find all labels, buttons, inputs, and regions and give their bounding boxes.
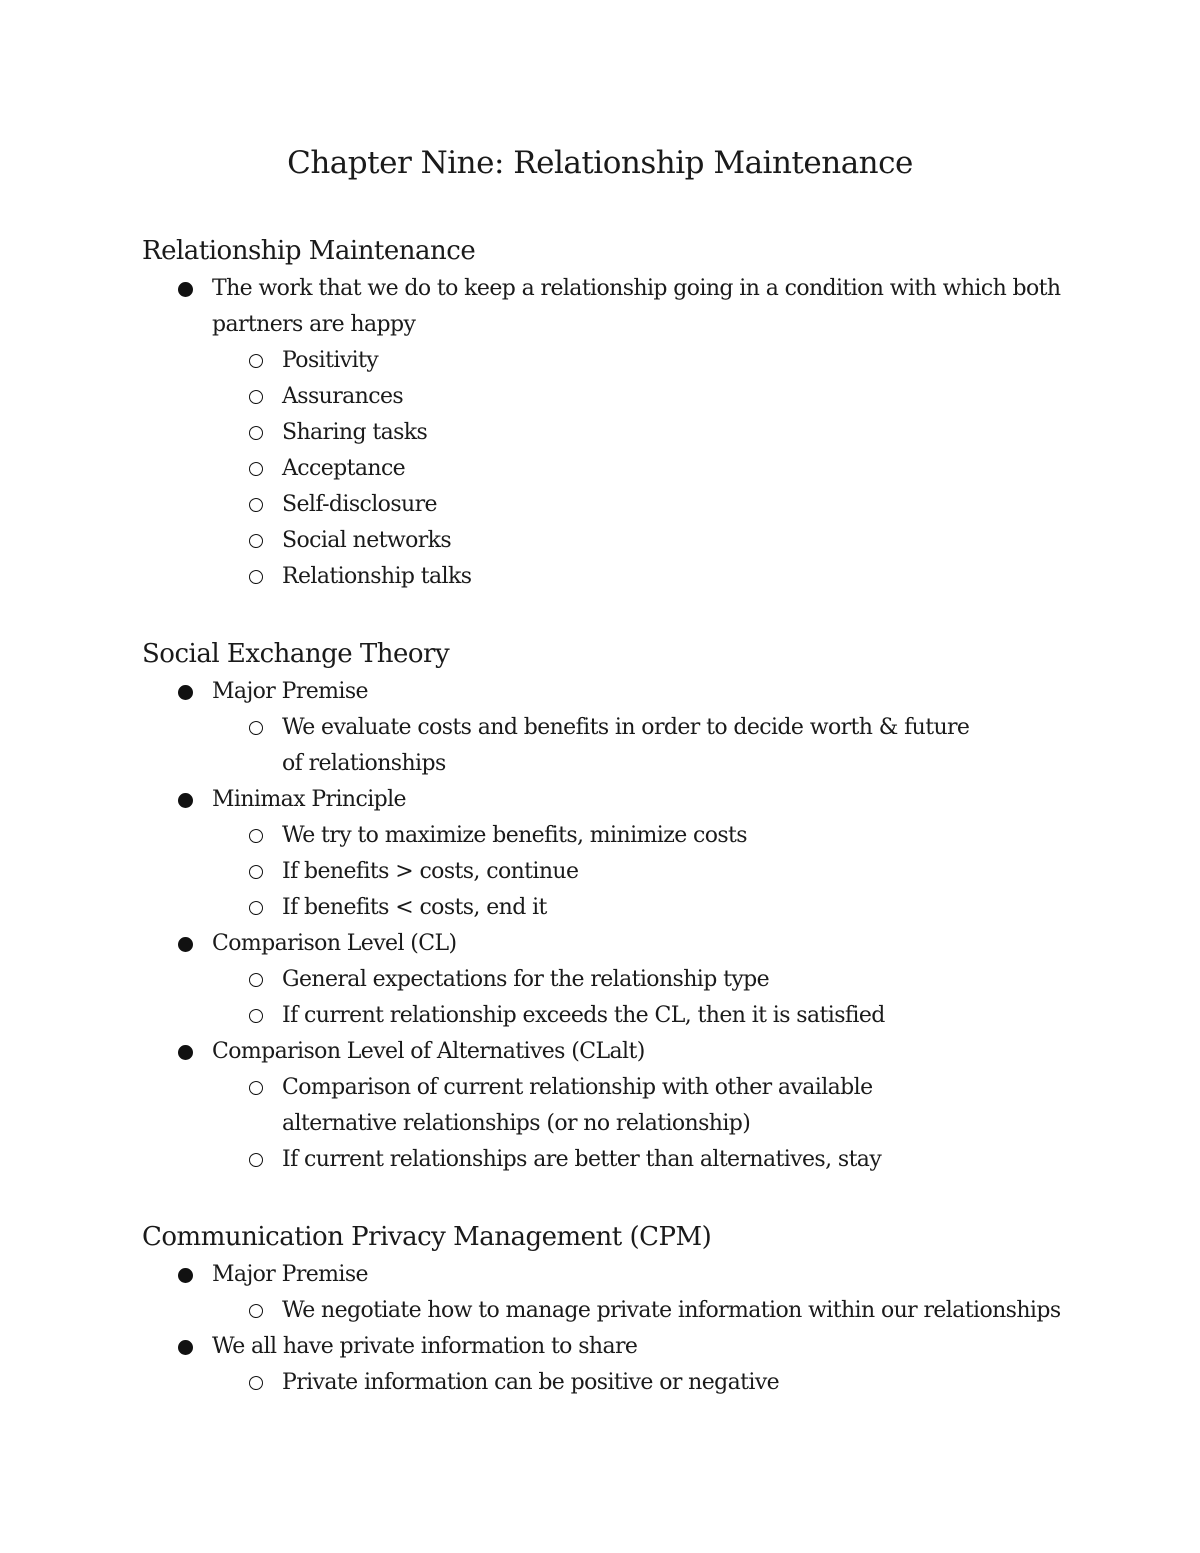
sub-list-item: If current relationship exceeds the CL, then it is satisfied <box>212 998 1102 1034</box>
filled-bullet-icon <box>178 793 193 808</box>
filled-bullet-icon <box>178 1045 193 1060</box>
hollow-bullet-icon <box>249 1153 263 1167</box>
filled-bullet-icon <box>178 1268 193 1283</box>
section-communication-privacy-management <box>142 1217 1102 1401</box>
sub-bullet-list <box>212 710 972 782</box>
hollow-bullet-icon <box>249 973 263 987</box>
list-item <box>142 1034 1102 1178</box>
section-heading: Communication Privacy Management (CPM) <box>142 1222 712 1252</box>
sub-list-item: If benefits < costs, end it <box>212 890 1102 926</box>
hollow-bullet-icon <box>249 1304 263 1318</box>
filled-bullet-icon <box>178 282 193 297</box>
sub-list-item: Private information can be positive or negative <box>212 1365 1102 1401</box>
bullet-list <box>142 674 1102 1178</box>
list-item-text: Major Premise <box>212 1262 368 1287</box>
sub-list-item: Relationship talks <box>212 559 1102 595</box>
filled-bullet-icon <box>178 685 193 700</box>
hollow-bullet-icon <box>249 570 263 584</box>
hollow-bullet-icon <box>249 426 263 440</box>
sub-list-item: If current relationships are better than alternatives, stay <box>212 1142 992 1178</box>
hollow-bullet-icon <box>249 1376 263 1390</box>
hollow-bullet-icon <box>249 901 263 915</box>
sub-bullet-list <box>212 1293 1102 1329</box>
sub-list-item: We negotiate how to manage private information within our relationships <box>212 1293 1102 1329</box>
section-heading: Social Exchange Theory <box>142 639 450 669</box>
list-item <box>142 1329 1102 1401</box>
page-title: Chapter Nine: Relationship Maintenance <box>287 145 913 181</box>
section-relationship-maintenance <box>142 231 1102 595</box>
sub-list-item: We evaluate costs and benefits in order to decide worth & future of relationships <box>212 710 972 782</box>
hollow-bullet-icon <box>249 1009 263 1023</box>
sub-list-item: Self-disclosure <box>212 487 1102 523</box>
sub-list-item: We try to maximize benefits, minimize costs <box>212 818 1102 854</box>
hollow-bullet-icon <box>249 865 263 879</box>
list-item <box>142 271 1102 595</box>
list-item-text: Minimax Principle <box>212 787 406 812</box>
sub-bullet-list <box>212 962 1102 1034</box>
hollow-bullet-icon <box>249 498 263 512</box>
filled-bullet-icon <box>178 937 193 952</box>
filled-bullet-icon <box>178 1340 193 1355</box>
sub-list-item: Social networks <box>212 523 1102 559</box>
list-item-text: Major Premise <box>212 679 368 704</box>
bullet-list <box>142 271 1102 595</box>
list-item <box>142 674 1102 782</box>
sub-bullet-list <box>212 1070 992 1178</box>
list-item-text: We all have private information to share <box>212 1334 638 1359</box>
hollow-bullet-icon <box>249 829 263 843</box>
sub-list-item: Sharing tasks <box>212 415 1102 451</box>
list-item <box>142 926 1102 1034</box>
sub-bullet-list <box>212 1365 1102 1401</box>
sub-list-item: Acceptance <box>212 451 1102 487</box>
sub-list-item: If benefits > costs, continue <box>212 854 1102 890</box>
section-heading: Relationship Maintenance <box>142 236 476 266</box>
sub-list-item: Positivity <box>212 343 1102 379</box>
sub-bullet-list <box>212 818 1102 926</box>
section-social-exchange-theory <box>142 634 1102 1178</box>
bullet-list <box>142 1257 1102 1401</box>
sub-list-item: General expectations for the relationship type <box>212 962 1102 998</box>
hollow-bullet-icon <box>249 462 263 476</box>
hollow-bullet-icon <box>249 390 263 404</box>
list-item-text: Comparison Level (CL) <box>212 931 457 956</box>
hollow-bullet-icon <box>249 534 263 548</box>
sub-list-item: Assurances <box>212 379 1102 415</box>
hollow-bullet-icon <box>249 1081 263 1095</box>
sub-list-item: Comparison of current relationship with other available alternative relationships (or no relationship) <box>212 1070 992 1142</box>
hollow-bullet-icon <box>249 354 263 368</box>
list-item <box>142 782 1102 926</box>
list-item-text: Comparison Level of Alternatives (CLalt) <box>212 1039 645 1064</box>
sub-bullet-list <box>212 343 1102 595</box>
list-item-text: The work that we do to keep a relationship going in a condition with which both partners are happy <box>212 276 1061 337</box>
list-item <box>142 1257 1102 1329</box>
hollow-bullet-icon <box>249 721 263 735</box>
